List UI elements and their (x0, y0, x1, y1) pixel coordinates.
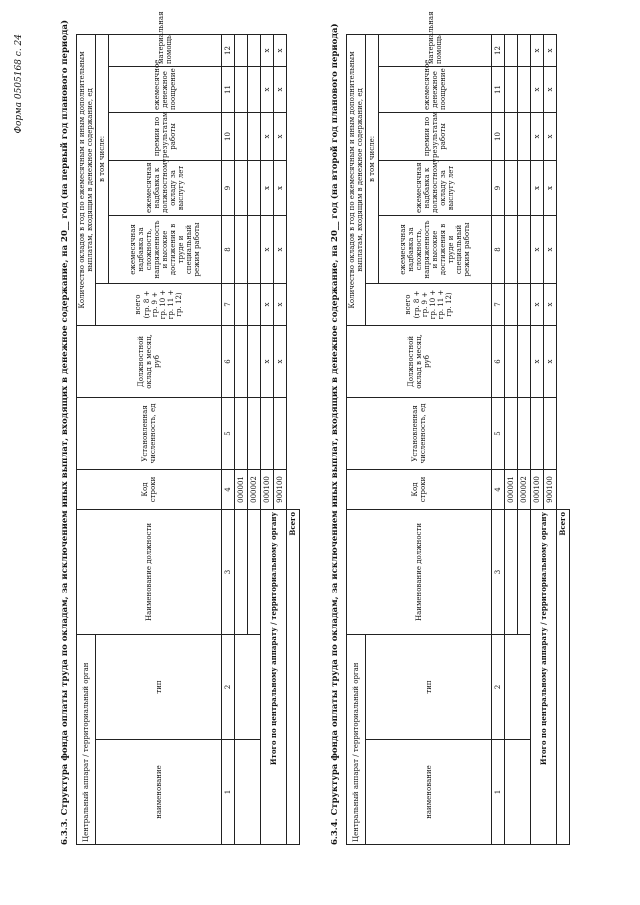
col-number: 9 (222, 160, 235, 215)
wage-structure-table (346, 11, 570, 845)
col-number: 5 (222, 397, 235, 469)
row-code: 000001 (505, 469, 518, 509)
position-cell[interactable] (505, 509, 518, 634)
header-col12: материальная помощь (109, 34, 222, 66)
table-row (505, 34, 518, 844)
wage-structure-table (76, 11, 300, 845)
header-org: Центральный аппарат / территориальный орган (77, 634, 96, 844)
x-mark: x (274, 34, 287, 66)
subtotal-row (261, 34, 274, 844)
x-mark: x (544, 215, 557, 283)
position-cell[interactable] (518, 509, 531, 634)
x-mark: x (544, 112, 557, 160)
row-code: 000001 (235, 469, 248, 509)
header-salary: Должностной оклад в месяц, руб (77, 325, 222, 397)
grand-total-label: Всего (557, 509, 570, 844)
header-position: Наименование должности (77, 509, 222, 634)
subtotal-row (531, 34, 544, 844)
grand-total-code: 900100 (544, 469, 557, 509)
section-title: 6.3.4. Структура фонда оплаты труда по окладам, за исключением иных выплат, входящих в денежное содержание, на 20__ год (на второй год планового периода) (330, 23, 340, 845)
x-mark: x (261, 160, 274, 215)
x-mark: x (261, 325, 274, 397)
header-quantity: Количество окладов в год по ежемесячным и иным дополнительным выплатам, входящим в денежное содержание, ед (77, 34, 96, 325)
x-mark: x (274, 325, 287, 397)
header-salary: Должностной оклад в месяц, руб (347, 325, 492, 397)
col-number: 11 (492, 66, 505, 112)
col-number: 3 (222, 509, 235, 634)
column-numbers-row (492, 34, 505, 844)
grand-total-label: Всего (287, 509, 300, 844)
table-section-6-3-4 (330, 11, 570, 845)
header-name: наименование (96, 740, 222, 845)
col-number: 11 (222, 66, 235, 112)
col-number: 9 (492, 160, 505, 215)
row-code: 000002 (518, 469, 531, 509)
col-number: 12 (222, 34, 235, 66)
header-col11: ежемесячное денежное поощрение (379, 66, 492, 112)
table-row (235, 34, 248, 844)
x-mark: x (531, 160, 544, 215)
x-mark: x (544, 34, 557, 66)
header-headcount: Установленная численность, ед (77, 397, 222, 469)
col-number: 8 (492, 215, 505, 283)
col-number: 6 (492, 325, 505, 397)
col-number: 10 (222, 112, 235, 160)
col-number: 12 (492, 34, 505, 66)
x-mark: x (544, 283, 557, 325)
column-numbers-row (222, 34, 235, 844)
header-col8: ежемесячная надбавка за сложность, напряженность и высокие достижения в труде и специальный режим работы (379, 215, 492, 283)
col-number: 8 (222, 215, 235, 283)
x-mark: x (531, 112, 544, 160)
x-mark: x (261, 34, 274, 66)
header-total-formula: (гр. 8 + гр. 9 + гр. 10 + гр. 11 + гр. 12) (142, 289, 183, 320)
header-quantity: Количество окладов в год по ежемесячным и иным дополнительным выплатам, входящим в денежное содержание, ед (347, 34, 366, 325)
header-col8: ежемесячная надбавка за сложность, напряженность и высокие достижения в труде и специальный режим работы (109, 215, 222, 283)
row-code: 000002 (248, 469, 261, 509)
col-number: 10 (492, 112, 505, 160)
header-code: Код строки (77, 469, 222, 509)
col-number: 4 (222, 469, 235, 509)
x-mark: x (531, 34, 544, 66)
col-number: 3 (492, 509, 505, 634)
col-number: 4 (492, 469, 505, 509)
col-number: 5 (492, 397, 505, 469)
x-mark: x (274, 66, 287, 112)
x-mark: x (274, 215, 287, 283)
header-headcount: Установленная численность, ед (347, 397, 492, 469)
org-type-cell[interactable] (235, 634, 261, 739)
x-mark: x (274, 112, 287, 160)
x-mark: x (261, 66, 274, 112)
position-cell[interactable] (248, 509, 261, 634)
header-col10: премии по результатам работы (379, 112, 492, 160)
x-mark: x (261, 283, 274, 325)
position-cell[interactable] (235, 509, 248, 634)
x-mark: x (274, 283, 287, 325)
x-mark: x (531, 215, 544, 283)
header-code: Код строки (347, 469, 492, 509)
x-mark: x (544, 66, 557, 112)
grand-total-code: 900100 (274, 469, 287, 509)
col-number: 2 (222, 634, 235, 739)
col-number: 1 (492, 740, 505, 845)
col-number: 2 (492, 634, 505, 739)
subtotal-code: 000100 (531, 469, 544, 509)
col-number: 7 (222, 283, 235, 325)
header-total (366, 283, 492, 325)
x-mark: x (261, 112, 274, 160)
header-col12: материальная помощь (379, 34, 492, 66)
col-number: 1 (222, 740, 235, 845)
subtotal-label: Итого по центральному аппарату / территориальному органу (531, 509, 557, 844)
x-mark: x (531, 325, 544, 397)
header-col9: ежемесячная надбавка к должностному окладу за выслугу лет (379, 160, 492, 215)
col-number: 6 (222, 325, 235, 397)
header-name: наименование (366, 740, 492, 845)
form-id: Форма 0505168 с. 24 (14, 34, 24, 134)
x-mark: x (531, 283, 544, 325)
org-type-cell[interactable] (505, 634, 531, 739)
header-total-label: всего (404, 294, 413, 315)
header-org: Центральный аппарат / территориальный орган (347, 634, 366, 844)
header-col11: ежемесячное денежное поощрение (109, 66, 222, 112)
x-mark: x (531, 66, 544, 112)
subtotal-code: 000100 (261, 469, 274, 509)
header-including: в том числе: (366, 34, 379, 283)
org-name-cell[interactable] (235, 740, 261, 845)
header-col10: премии по результатам работы (109, 112, 222, 160)
header-total (96, 283, 222, 325)
header-total-label: всего (134, 294, 143, 315)
subtotal-label: Итого по центральному аппарату / территориальному органу (261, 509, 287, 844)
x-mark: x (544, 325, 557, 397)
org-name-cell[interactable] (505, 740, 531, 845)
header-including: в том числе: (96, 34, 109, 283)
header-type: тип (366, 634, 492, 739)
x-mark: x (544, 160, 557, 215)
x-mark: x (261, 215, 274, 283)
header-type: тип (96, 634, 222, 739)
header-position: Наименование должности (347, 509, 492, 634)
header-total-formula: (гр. 8 + гр. 9 + гр. 10 + гр. 11 + гр. 12) (412, 289, 453, 320)
table-section-6-3-3 (60, 11, 300, 845)
header-col9: ежемесячная надбавка к должностному окладу за выслугу лет (109, 160, 222, 215)
x-mark: x (274, 160, 287, 215)
section-title: 6.3.3. Структура фонда оплаты труда по окладам, за исключением иных выплат, входящих в денежное содержание, на 20__ год (на первый год планового периода) (60, 19, 70, 845)
col-number: 7 (492, 283, 505, 325)
